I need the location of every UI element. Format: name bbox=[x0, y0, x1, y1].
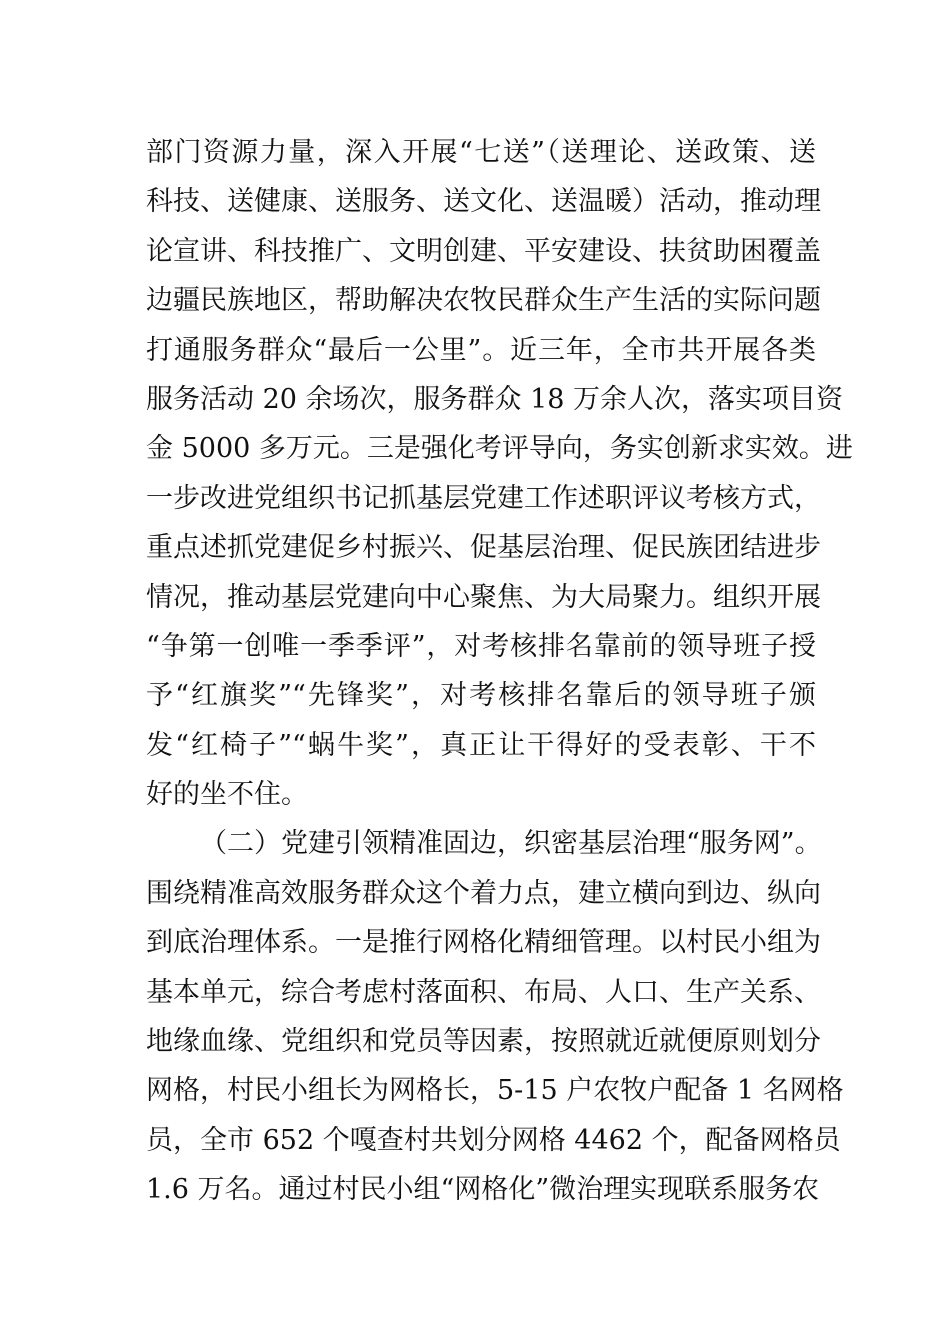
text-line: 一步改进党组织书记抓基层党建工作述职评议考核方式， bbox=[146, 482, 821, 514]
text-line: 员，全市 652 个嘎查村共划分网格 4462 个，配备网格员 bbox=[146, 1124, 841, 1156]
text-line: 基本单元，综合考虑村落面积、布局、人口、生产关系、 bbox=[146, 976, 821, 1008]
text-line: 发“红椅子”“蜗牛奖”，真正让干得好的受表彰、干不 bbox=[146, 729, 816, 761]
body-text bbox=[146, 128, 853, 1215]
text-line: 边疆民族地区，帮助解决农牧民群众生产生活的实际问题 bbox=[146, 285, 821, 317]
text-line: 部门资源力量，深入开展“七送”（送理论、送政策、送 bbox=[146, 137, 816, 168]
text-line: 科技、送健康、送服务、送文化、送温暖）活动，推动理 bbox=[146, 186, 821, 218]
text-line: “争第一创唯一季季评”，对考核排名靠前的领导班子授 bbox=[146, 630, 816, 662]
text-line: 1.6 万名。通过村民小组“网格化”微治理实现联系服务农 bbox=[146, 1174, 820, 1206]
text-line: 予“红旗奖”“先锋奖”，对考核排名靠后的领导班子颁 bbox=[146, 680, 816, 712]
text-line: 围绕精准高效服务群众这个着力点，建立横向到边、纵向 bbox=[146, 877, 821, 909]
text-line: 打通服务群众“最后一公里”。近三年，全市共开展各类 bbox=[146, 334, 816, 366]
text-line: 金 5000 多万元。三是强化考评导向，务实创新求实效。进 bbox=[146, 433, 853, 465]
text-line: 网格，村民小组长为网格长，5-15 户农牧户配备 1 名网格 bbox=[146, 1075, 844, 1107]
text-line: 地缘血缘、党组织和党员等因素，按照就近就便原则划分 bbox=[146, 1026, 821, 1058]
text-line: 重点述抓党建促乡村振兴、促基层治理、促民族团结进步 bbox=[146, 532, 821, 564]
text-line: 到底治理体系。一是推行网格化精细管理。以村民小组为 bbox=[146, 927, 821, 959]
text-line: 论宣讲、科技推广、文明创建、平安建设、扶贫助困覆盖 bbox=[146, 235, 821, 267]
text-line: 情况，推动基层党建向中心聚焦、为大局聚力。组织开展 bbox=[146, 581, 821, 613]
text-line: 服务活动 20 余场次，服务群众 18 万余人次，落实项目资 bbox=[146, 383, 844, 415]
section-heading-line: （二）党建引领精准固边，织密基层治理“服务网”。 bbox=[200, 828, 822, 860]
text-line: 好的坐不住。 bbox=[146, 779, 308, 811]
